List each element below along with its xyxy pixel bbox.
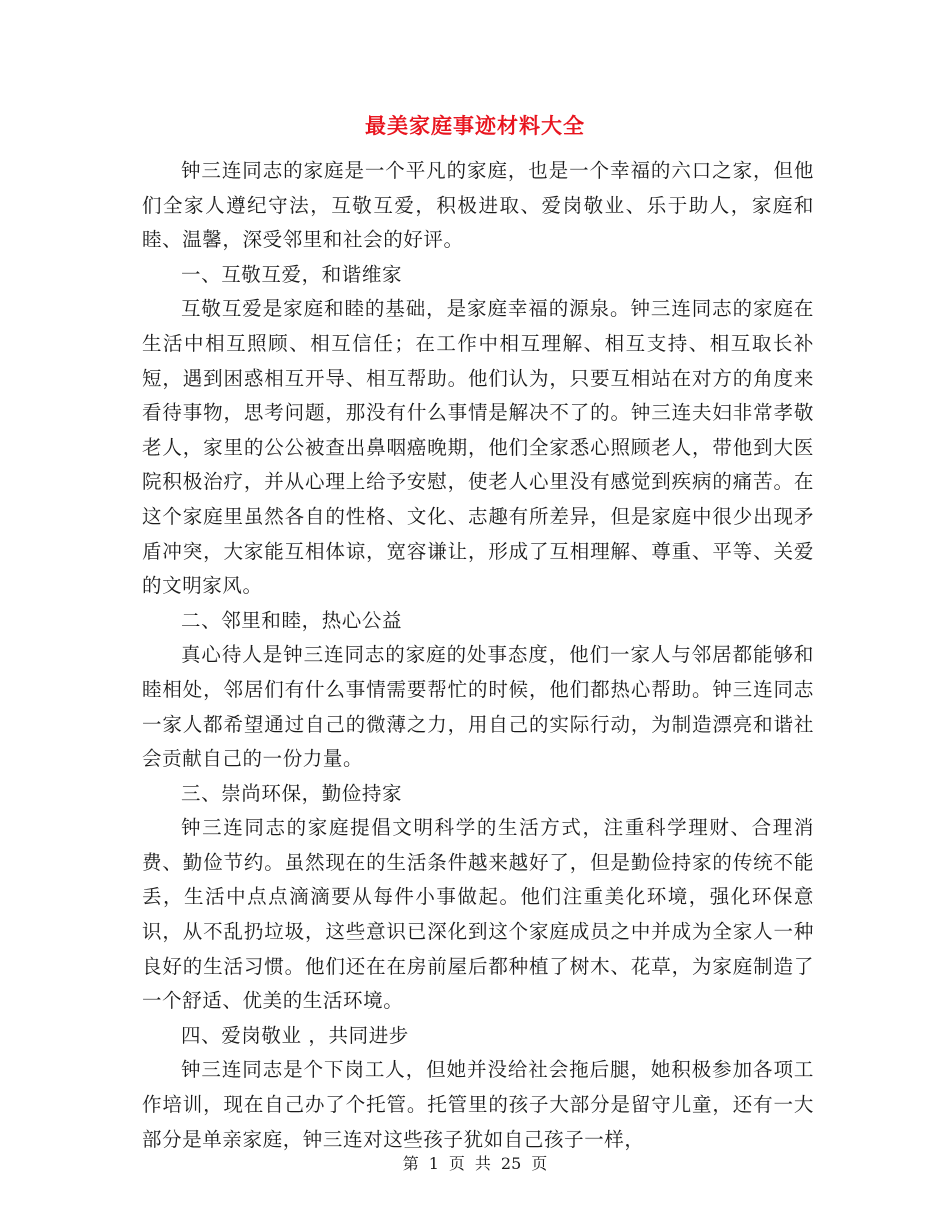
page-title: 最美家庭事迹材料大全	[365, 113, 585, 138]
footer-total-pages: 25	[500, 1154, 522, 1173]
footer-label-total: 共	[474, 1154, 491, 1173]
section-paragraph-2: 真心待人是钟三连同志的家庭的处事态度，他们一家人与邻居都能够和睦相处，邻居们有什么事情需要帮忙的时候，他们都热心帮助。钟三连同志一家人都希望通过自己的微薄之力，用自己的实际行动，为制造漂亮和谐社会贡献自己的一份力量。	[142, 643, 814, 771]
section-heading-3: 三、崇尚环保，勤俭持家	[181, 781, 403, 805]
footer-label-page: 第	[402, 1154, 419, 1173]
footer-label-unit: 页	[448, 1154, 465, 1173]
document-body	[142, 154, 814, 1157]
page-footer	[0, 1152, 950, 1176]
footer-label-unit2: 页	[531, 1154, 548, 1173]
section-paragraph-1: 互敬互爱是家庭和睦的基础，是家庭幸福的源泉。钟三连同志的家庭在生活中相互照顾、相互信任；在工作中相互理解、相互支持、相互取长补短，遇到困惑相互开导、相互帮助。他们认为，只要互相站在对方的角度来看待事物，思考问题，那没有什么事情是解决不了的。钟三连夫妇非常孝敬老人，家里的公公被查出鼻咽癌晚期，他们全家悉心照顾老人，带他到大医院积极治疗，并从心理上给予安慰，使老人心里没有感觉到疾病的痛苦。在这个家庭里虽然各自的性格、文化、志趣有所差异，但是家庭中很少出现矛盾冲突，大家能互相体谅，宽容谦让，形成了互相理解、尊重、平等、关爱的文明家风。	[142, 297, 814, 598]
section-heading-2: 二、邻里和睦，热心公益	[181, 608, 403, 632]
section-heading-4: 四、爱岗敬业 ，共同进步	[181, 1023, 409, 1047]
intro-paragraph: 钟三连同志的家庭是一个平凡的家庭，也是一个幸福的六口之家，但他们全家人遵纪守法，互敬互爱，积极进取、爱岗敬业、乐于助人，家庭和睦、温馨，深受邻里和社会的好评。	[142, 159, 814, 252]
section-paragraph-4: 钟三连同志是个下岗工人，但她并没给社会拖后腿，她积极参加各项工作培训，现在自己办了个托管。托管里的孩子大部分是留守儿童，还有一大部分是单亲家庭，钟三连对这些孩子犹如自己孩子一样，	[142, 1058, 814, 1151]
footer-current-page: 1	[428, 1154, 439, 1173]
section-heading-1: 一、互敬互爱，和谐维家	[181, 262, 403, 286]
section-paragraph-3: 钟三连同志的家庭提倡文明科学的生活方式，注重科学理财、合理消费、勤俭节约。虽然现在的生活条件越来越好了，但是勤俭持家的传统不能丢，生活中点点滴滴要从每件小事做起。他们注重美化环境，强化环保意识，从不乱扔垃圾，这些意识已深化到这个家庭成员之中并成为全家人一种良好的生活习惯。他们还在在房前屋后都种植了树木、花草，为家庭制造了一个舒适、优美的生活环境。	[142, 816, 814, 1013]
